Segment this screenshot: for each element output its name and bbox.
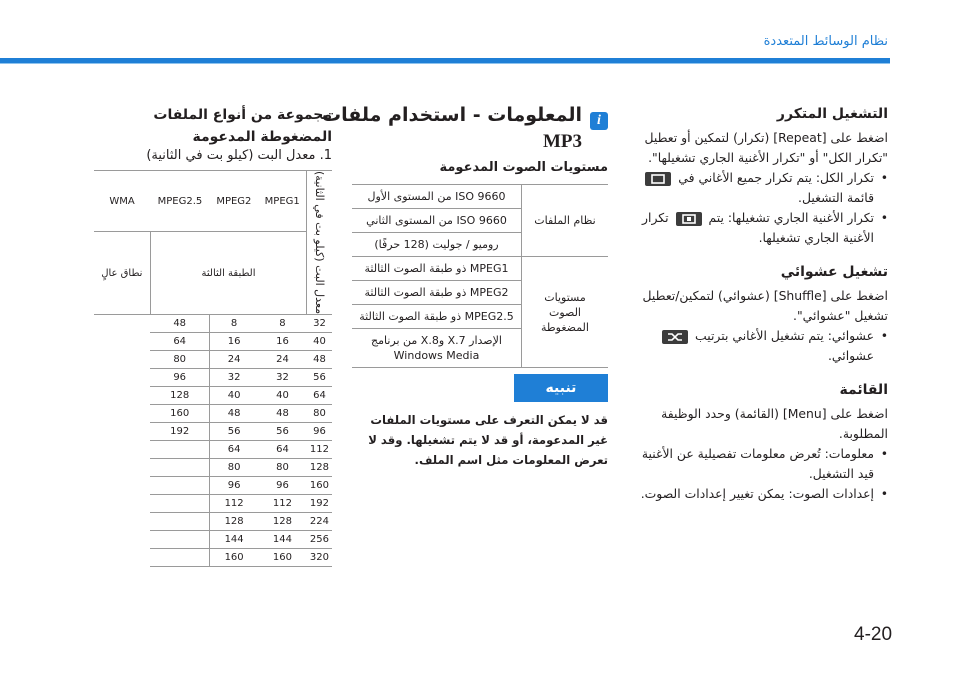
table-cell: 48	[258, 405, 307, 423]
table-cell: 112	[210, 495, 258, 513]
table-cell: 80	[210, 459, 258, 477]
table-cell: 128	[258, 513, 307, 531]
table-cell: 16	[258, 333, 307, 351]
table-row	[94, 513, 332, 531]
table-cell: 56	[210, 423, 258, 441]
supported-levels-table	[352, 184, 608, 368]
repeat-one-icon	[676, 212, 702, 226]
table-cell: 112	[307, 441, 332, 459]
table-cell: 112	[258, 495, 307, 513]
table-cell: 144	[210, 531, 258, 549]
header-wma: WMA	[94, 171, 150, 232]
shuffle-icon	[662, 330, 688, 344]
table-cell	[150, 441, 210, 459]
table-cell	[150, 549, 210, 567]
table-cell: 160	[150, 405, 210, 423]
repeat-heading: التشغيل المتكرر	[776, 106, 888, 122]
table-cell: 56	[307, 369, 332, 387]
table-cell: 48	[210, 405, 258, 423]
bitrate-subtitle: 1. معدل البت (كيلو بت في الثانية)	[146, 148, 332, 163]
table-cell: 96	[150, 369, 210, 387]
table-cell: 256	[307, 531, 332, 549]
table-cell: 56	[258, 423, 307, 441]
table-cell: 64	[258, 441, 307, 459]
table-row	[94, 441, 332, 459]
header-mpeg1: MPEG1	[258, 171, 307, 232]
shuffle-intro: اضغط على [Shuffle] (عشوائي) لتمكين/تعطيل تشغيل "عشوائي".	[642, 288, 888, 323]
repeat-one-item: • تكرار الأغنية الجاري تشغيلها: يتم تكرار الأغنية الجاري تشغيلها.	[636, 208, 888, 248]
table-row	[94, 387, 332, 405]
table-cell: 64	[210, 441, 258, 459]
table-row	[94, 495, 332, 513]
table-cell: 48	[307, 351, 332, 369]
bitrate-table	[94, 170, 332, 567]
table-cell: 8	[210, 315, 258, 333]
table-cell: 160	[307, 477, 332, 495]
table-cell: MPEG2.5 ذو طبقة الصوت الثالثة	[352, 305, 522, 329]
table-cell: 192	[150, 423, 210, 441]
table-cell: MPEG1 ذو طبقة الصوت الثالثة	[352, 257, 522, 281]
table-cell: 40	[258, 387, 307, 405]
group-file-system: نظام الملفات	[522, 185, 609, 257]
table-cell: ISO 9660 من المستوى الأول	[352, 185, 522, 209]
repeat-all-icon	[645, 172, 671, 186]
shuffle-item: • عشوائي: يتم تشغيل الأغاني بترتيب عشوائي.	[636, 326, 888, 366]
table-cell: 32	[210, 369, 258, 387]
table-cell: 48	[150, 315, 210, 333]
table-header-row	[94, 171, 332, 232]
table-cell: 192	[307, 495, 332, 513]
table-row	[94, 405, 332, 423]
table-cell: 160	[210, 549, 258, 567]
repeat-shuffle-menu-section	[636, 104, 888, 504]
header-title: نظام الوسائط المتعددة	[763, 34, 888, 49]
info-icon: i	[590, 112, 608, 130]
table-row	[94, 459, 332, 477]
table-cell: 24	[210, 351, 258, 369]
shuffle-bullets	[636, 326, 888, 366]
page-number: 4-20	[854, 624, 893, 645]
table-cell: 80	[258, 459, 307, 477]
header-rule-thin	[0, 63, 890, 64]
table-cell: 96	[210, 477, 258, 495]
table-row	[94, 423, 332, 441]
table-cell: 320	[307, 549, 332, 567]
table-cell: 96	[258, 477, 307, 495]
menu-heading: القائمة	[839, 382, 888, 398]
table-cell: 8	[258, 315, 307, 333]
table-cell: 128	[150, 387, 210, 405]
menu-bullets	[636, 444, 888, 504]
mp3-title: المعلومات - استخدام ملفات	[322, 104, 582, 126]
table-row	[352, 257, 608, 281]
menu-intro: اضغط على [Menu] (القائمة) وحدد الوظيفة المطلوبة.	[661, 406, 888, 441]
table-row	[94, 531, 332, 549]
table-cell: 40	[307, 333, 332, 351]
table-row	[94, 333, 332, 351]
repeat-bullets	[636, 168, 888, 248]
table-cell: 40	[210, 387, 258, 405]
table-cell: 160	[258, 549, 307, 567]
table-cell: 128	[307, 459, 332, 477]
table-row	[94, 315, 332, 333]
menu-info-item: • معلومات: تُعرض معلومات تفصيلية عن الأغنية قيد التشغيل.	[636, 444, 888, 484]
menu-sound-item: • إعدادات الصوت: يمكن تغيير إعدادات الصوت.	[636, 484, 888, 504]
table-cell: 80	[150, 351, 210, 369]
table-cell	[150, 459, 210, 477]
table-cell: 224	[307, 513, 332, 531]
repeat-all-item: • تكرار الكل: يتم تكرار جميع الأغاني في قائمة التشغيل.	[636, 168, 888, 208]
table-cell	[150, 495, 210, 513]
table-cell	[150, 477, 210, 495]
caution-badge: تنبيه	[514, 374, 608, 402]
mp3-title-mp3: MP3	[542, 131, 582, 152]
table-cell: الإصدار X.7 وX.8 من برنامج Windows Media	[352, 329, 522, 368]
table-cell: 24	[258, 351, 307, 369]
table-subheader-row	[94, 232, 332, 315]
header-mpeg25: MPEG2.5	[150, 171, 210, 232]
group-compressed-levels: مستويات الصوت المضغوطة	[522, 257, 609, 368]
table-cell: 64	[150, 333, 210, 351]
table-cell: 32	[258, 369, 307, 387]
bitrate-vertical-label: معدل البت (كيلو بت في الثانية)	[307, 171, 332, 315]
table-row	[94, 549, 332, 567]
table-row	[94, 351, 332, 369]
table-row	[94, 369, 332, 387]
table-cell: 96	[307, 423, 332, 441]
bitrate-title: مجموعة من أنواع الملفات المضغوطة المدعومة	[153, 107, 332, 145]
table-cell: روميو / جوليت (128 حرفًا)	[352, 233, 522, 257]
table-cell: 16	[210, 333, 258, 351]
table-cell: 144	[258, 531, 307, 549]
header-mpeg2: MPEG2	[210, 171, 258, 232]
layer3-label: الطبقة الثالثة	[150, 232, 307, 315]
repeat-intro: اضغط على [Repeat] (تكرار) لتمكين أو تعطيل "تكرار الكل" أو "تكرار الأغنية الجاري تشغيلها".	[644, 130, 888, 165]
shuffle-heading: تشغيل عشوائي	[780, 264, 888, 280]
table-row	[352, 185, 608, 209]
table-cell: 128	[210, 513, 258, 531]
table-cell: ISO 9660 من المستوى الثاني	[352, 209, 522, 233]
table-cell: MPEG2 ذو طبقة الصوت الثالثة	[352, 281, 522, 305]
caution-text: قد لا يمكن التعرف على مستويات الملفات غير المدعومة، أو قد لا يتم تشغيلها. وقد لا تعرض المعلومات مثل اسم الملف.	[368, 413, 608, 467]
table-cell: 80	[307, 405, 332, 423]
high-band-label: نطاق عالٍ	[94, 232, 150, 315]
supported-levels-subtitle: مستويات الصوت المدعومة	[439, 160, 608, 175]
table-cell: 32	[307, 315, 332, 333]
table-cell	[150, 513, 210, 531]
table-row	[94, 477, 332, 495]
table-cell	[150, 531, 210, 549]
table-cell: 64	[307, 387, 332, 405]
